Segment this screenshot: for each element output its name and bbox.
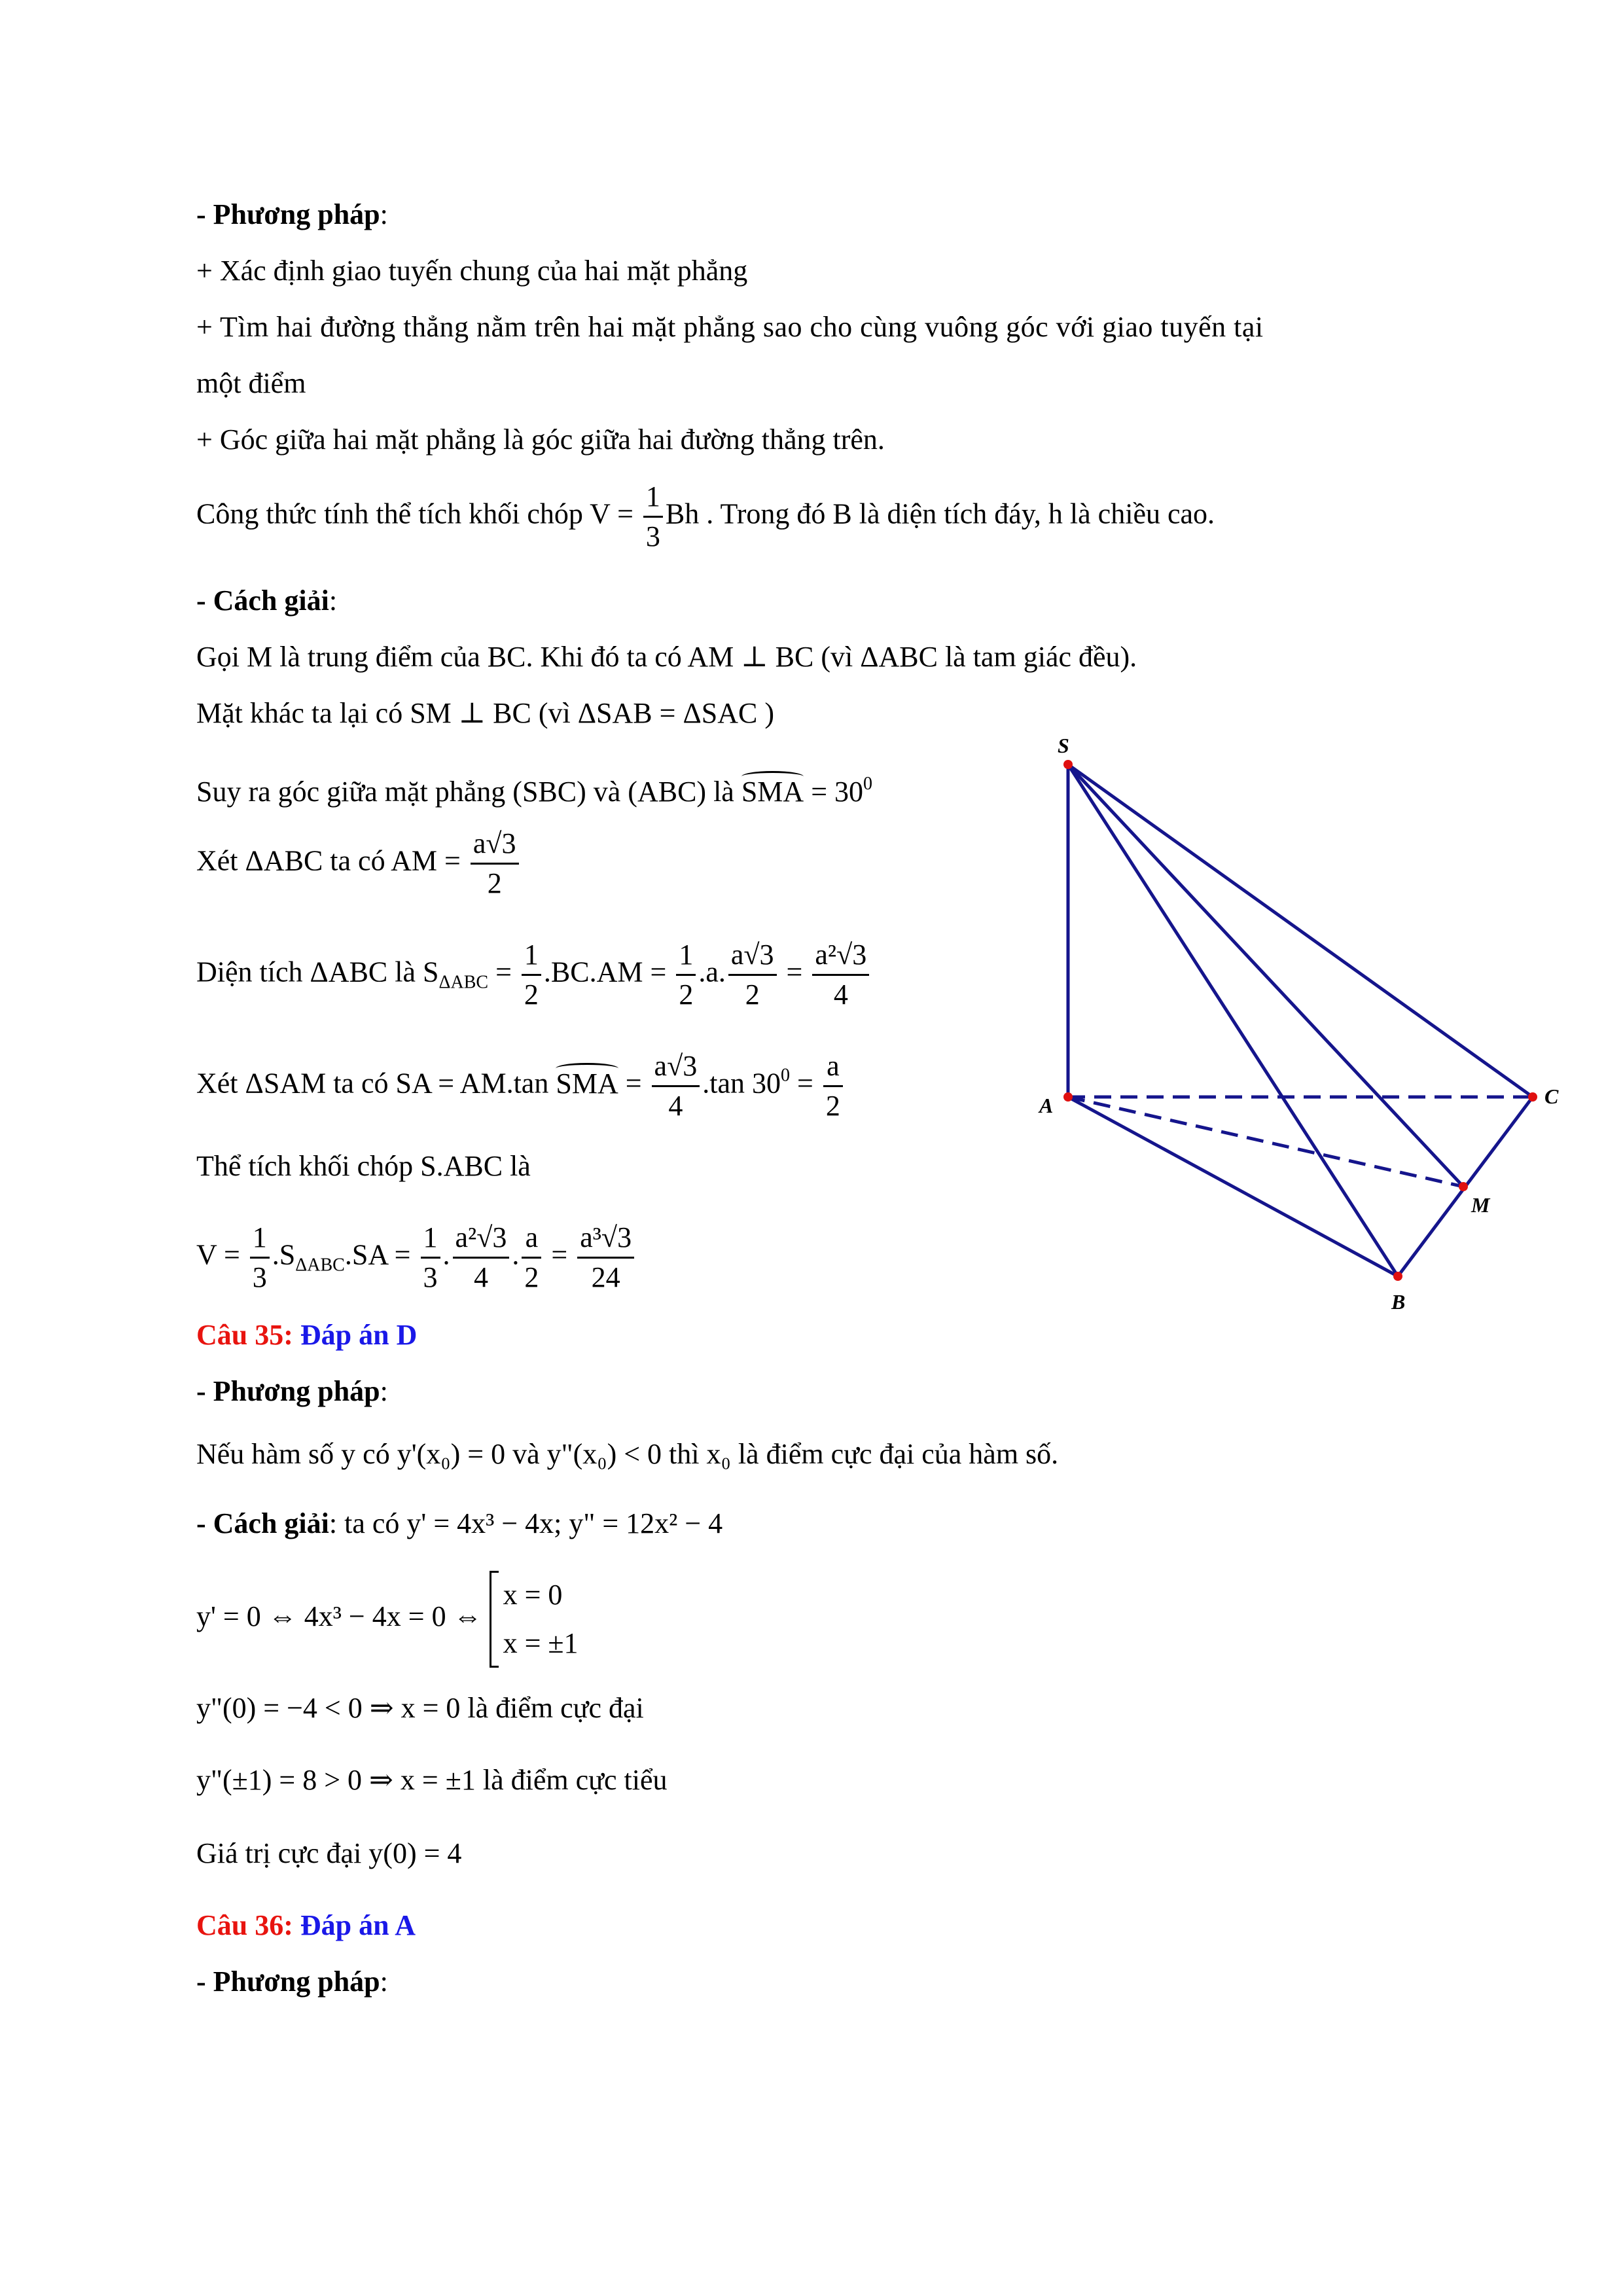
volume-result: V = $\frac{1}{3}$ $.S_{\Delta ABC}.SA$ = $\frac{1}{3}$ . $\frac{\text{a²√3}}{4}$ . $\frac{a}{2}$ = $\frac{\text{a³√3}}{24}$	[196, 1219, 637, 1297]
label-M: M	[1471, 1193, 1490, 1217]
solution-line-7: Thể tích khối chóp S.ABC là	[196, 1150, 531, 1182]
label-A: A	[1039, 1094, 1054, 1117]
root-system: x = 0 x = ±1	[490, 1571, 579, 1668]
label-C: C	[1544, 1085, 1559, 1108]
q35-method-heading: - Phương pháp:	[196, 1375, 388, 1407]
edge-SC	[1068, 764, 1533, 1097]
solution-line-3: Suy ra góc giữa mặt phẳng (SBC) và (ABC) là SMA = $30^0$	[196, 766, 872, 810]
solution-line-5: Diện tích ΔABC là $S_{\Delta ABC}$ = $\frac{1}{2}$ .BC.AM = $\frac{1}{2}$ .a. $\frac{a√3}{2}$ = $\frac{\text{a²√3}}{4}$	[196, 936, 872, 1014]
method-line-4: + Góc giữa hai mặt phẳng là góc giữa hai đường thẳng trên.	[196, 423, 885, 456]
solution-line-6: Xét ΔSAM ta có SA = AM.tan SMA = $\frac{a√3}{4}$ .tan $30^0$ = $\frac{a}{2}$	[196, 1047, 846, 1125]
method-heading: - Phương pháp:	[196, 198, 388, 230]
pyramid-figure	[1034, 720, 1597, 1322]
q35-value-line: Giá trị cực đại y(0) = 4	[196, 1837, 462, 1869]
point-M	[1459, 1182, 1468, 1191]
point-C	[1528, 1092, 1537, 1102]
edge-SB	[1068, 764, 1398, 1276]
label-S: S	[1058, 734, 1069, 757]
solution-line-1: Gọi M là trung điểm của BC. Khi đó ta có AM ⊥ BC (vì ΔABC là tam giác đều).	[196, 641, 1137, 673]
edge-AB	[1068, 1097, 1398, 1276]
label-B: B	[1391, 1290, 1406, 1314]
solution-line-2: Mặt khác ta lại có SM ⊥ BC (vì ΔSAB = ΔSAC )	[196, 697, 774, 729]
q35-equation: y' = 0 ⇔ 4x³ − 4x = 0 ⇔ x = 0 x = ±1	[196, 1571, 579, 1668]
method-line-1: + Xác định giao tuyến chung của hai mặt phẳng	[196, 255, 748, 287]
fraction-one-third: $\frac{1}{3}$	[643, 478, 663, 556]
solution-line-4: Xét ΔABC ta có AM = $\frac{a√3}{2}$	[196, 825, 522, 903]
edge-AM-dashed	[1068, 1097, 1463, 1187]
volume-formula: Công thức tính thể tích khối chóp V = $\frac{1}{3}$ Bh . Trong đó B là diện tích đáy, h là chiều cao.	[196, 478, 1215, 556]
question-35-heading: Câu 35: Đáp án D	[196, 1319, 418, 1351]
point-A	[1063, 1092, 1073, 1102]
point-S	[1063, 760, 1073, 769]
q35-solution-line: - Cách giải: ta có y' = 4x³ − 4x; y" = 12x² − 4	[196, 1507, 723, 1539]
question-36-heading: Câu 36: Đáp án A	[196, 1909, 416, 1941]
q36-method-heading: - Phương pháp:	[196, 1965, 388, 1998]
q35-min-line: y"(±1) = 8 > 0 ⇒ x = ±1 là điểm cực tiểu	[196, 1764, 668, 1796]
point-B	[1393, 1272, 1402, 1281]
q35-max-line: y"(0) = −4 < 0 ⇒ x = 0 là điểm cực đại	[196, 1692, 644, 1724]
method-line-3: một điểm	[196, 367, 306, 399]
edge-SM	[1068, 764, 1463, 1187]
q35-rule: Nếu hàm số y có y'(x₀) = 0 và y"(x₀) < 0 thì x₀ là điểm cực đại của hàm số.	[196, 1438, 1059, 1470]
method-line-2: + Tìm hai đường thẳng nằm trên hai mặt phẳng sao cho cùng vuông góc với giao tuyến tại	[196, 311, 1264, 343]
solution-heading: - Cách giải:	[196, 584, 338, 617]
